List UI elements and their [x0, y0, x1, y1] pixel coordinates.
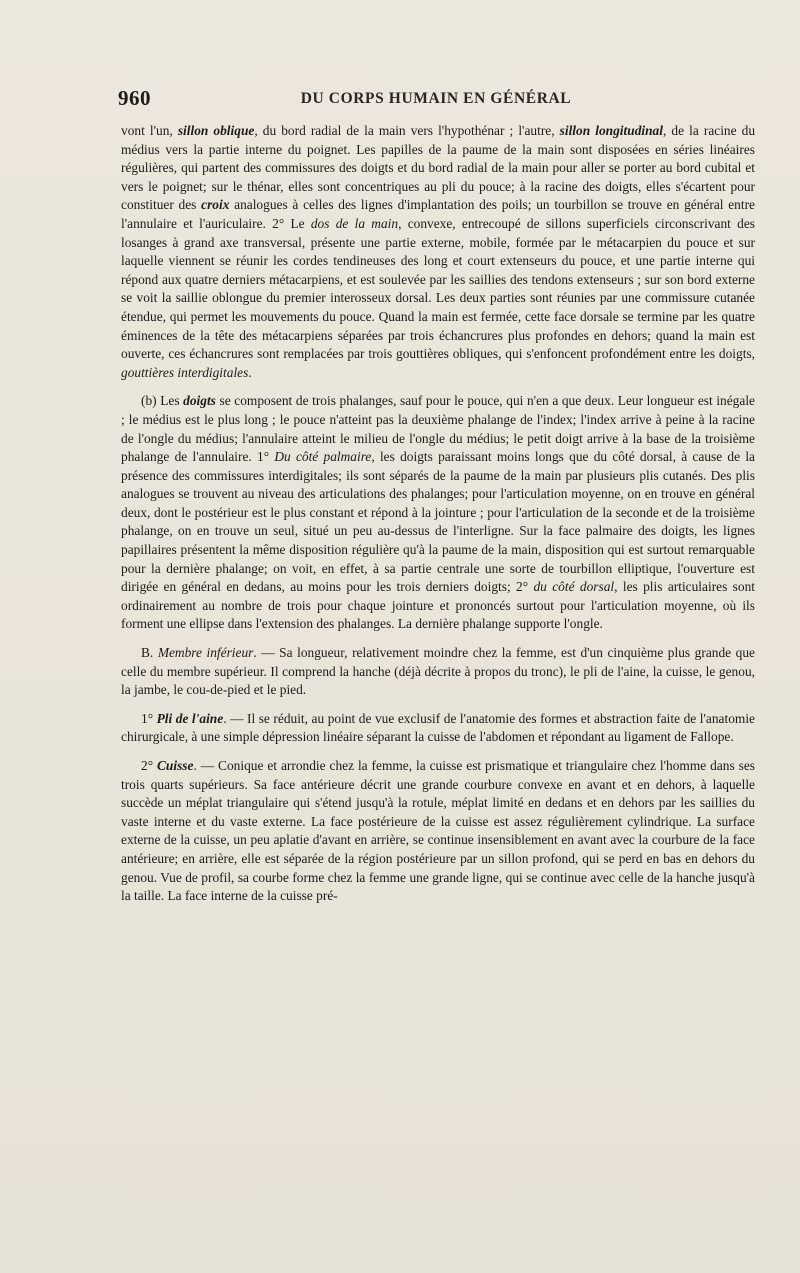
- text-run: , les doigts paraissant moins longs que du côté dorsal, à cause de la présence des commissures interdigitales; ils sont séparés de la paume de la main par plusieurs plis cutanés. Des plis analogues se trouvent au niveau des articulations des phalanges; pour l'articulation moyenne, on en trouve en général deux, dont le postérieur est le plus constant et répond à la jointure ; pour l'articulation de la seconde et de la troisième phalange, on en trouve un seul, situé un peu au-dessus de l'interligne. Sur la face palmaire des doigts, les lignes papillaires présentent la même disposition régulière qu'à la paume de la main, disposition qui est surtout remarquable pour la dernière phalange; on voit, en effet, à sa partie centrale une sorte de tourbillon elliptique, l'ouverture est dirigée en général en dedans, au moins pour les trois derniers doigts; 2°: [121, 449, 755, 595]
- text-run: , convexe, entrecoupé de sillons superficiels circonscrivant des losanges à grand axe transversal, présente une partie externe, mobile, formée par le métacarpien du pouce et sur laquelle viennent se réunir les cordes tendineuses des long et court extenseurs du pouce, et une partie interne qui répond aux quatre derniers métacarpiens, et est soulevée par les saillies des tendons extenseurs ; sur son bord externe se voit la saillie oblongue du premier interosseux dorsal. Les deux parties sont réunies par une commissure cutanée étendue, qui permet les mouvements du pouce. Quand la main est fermée, cette face dorsale se termine par les quatre éminences de la tête des métacarpiens séparées par trois échancrures plus profondes en dehors; quand la main est ouverte, ces échancrures sont remplacées par trois gouttières obliques, qui s'enfoncent profondément entre les doigts,: [121, 215, 755, 362]
- term-sillon-oblique: sillon oblique: [177, 123, 255, 138]
- text-run: se composent de trois phalanges, sauf pour le pouce, qui n'en a que deux. Leur longueur est inégale ; le médius est le plus long ; le pouce n'atteint pas la deuxième phalange de l'index; l'index arrive à peine à la racine de l'ongle du médius; l'annulaire atteint le milieu de l'ongle du médius; le petit doigt arrive à la base de la troisième phalange de l'annulaire. 1°: [121, 393, 755, 465]
- term-pli-de-laine: Pli de l'aine: [156, 710, 224, 726]
- term-croix: croix: [201, 197, 230, 213]
- text-run: B.: [141, 645, 158, 661]
- body-text: [121, 122, 755, 906]
- term-cote-dorsal: du côté dorsal: [533, 579, 615, 595]
- paragraph-hand-surfaces: [121, 122, 755, 382]
- text-run: (b) Les: [141, 393, 184, 409]
- text-run: , du bord radial de la main vers l'hypothénar ; l'autre,: [254, 123, 560, 138]
- page-number: 960: [118, 86, 151, 110]
- paragraph-membre-inferieur: [121, 644, 755, 700]
- paragraph-doigts: [121, 392, 755, 634]
- text-run: analogues à celles des lignes d'implantation des poils; un tourbillon se trouve en général entre l'annulaire et l'auriculaire. 2° Le: [121, 197, 755, 231]
- term-dos-de-la-main: dos de la main: [310, 215, 399, 231]
- term-cuisse: Cuisse: [156, 758, 194, 773]
- term-doigts: doigts: [183, 393, 216, 409]
- term-membre-inferieur: Membre inférieur: [157, 645, 254, 661]
- text-run: . — Conique et arrondie chez la femme, la cuisse est prismatique et triangulaire chez l'homme dans ses trois quarts supérieurs. Sa face antérieure décrit une grande courbure convexe en avant et en dehors, à laquelle succède un méplat triangulaire qui s'étend jusqu'à la rotule, méplat limité en dedans et en dehors par les saillies du vaste interne et du vaste externe. La face postérieure de la cuisse est assez régulièrement cylindrique. La surface externe de la cuisse, un peu aplatie d'avant en arrière, se continue insensiblement en avant avec la courbure de la face antérieure; en arrière, elle est séparée de la région postérieure par un sillon profond, qui se perd en bas en dehors du genou. Vue de profil, sa courbe forme chez la femme une grande ligne, qui se continue avec celle de la hanche jusqu'à la taille. La face interne de la cuisse pré-: [121, 758, 755, 904]
- term-gouttieres-interdigitales: gouttières interdigitales: [121, 364, 249, 380]
- paragraph-cuisse: [121, 757, 755, 906]
- text-run: , les plis articulaires sont ordinairement au nombre de trois pour chaque jointure et prononcés surtout pour l'articulation moyenne, où ils forment une ellipse dans l'extension des phalanges. La dernière phalange supporte l'ongle.: [121, 579, 755, 632]
- text-run: vont l'un,: [121, 123, 178, 138]
- paragraph-pli-de-laine: [121, 710, 755, 747]
- text-run: . — Sa longueur, relativement moindre chez la femme, est d'un cinquième plus grande que celle du membre supérieur. Il comprend la hanche (déjà décrite à propos du tronc), le pli de l'aine, la cuisse, le genou, la jambe, le cou-de-pied et le pied.: [121, 645, 755, 698]
- term-sillon-longitudinal: sillon longitudinal: [559, 123, 663, 138]
- text-run: . — Il se réduit, au point de vue exclusif de l'anatomie des formes et abstraction faite de l'anatomie chirurgicale, à une simple dépression linéaire séparant la cuisse de l'abdomen et répondant au ligament de Fallope.: [121, 710, 755, 745]
- text-run: 2°: [141, 758, 157, 773]
- text-run: , de la racine du médius vers la partie interne du poignet. Les papilles de la paume de la main sont disposées en séries linéaires régulières, qui partent des commissures des doigts et du bord radial de la main pour aller se porter au bord cubital et vers le poignet; sur le thénar, elles sont concentriques au pli du pouce; à la racine des doigts, elles s'écartent pour constituer des: [121, 123, 756, 213]
- running-head: DU CORPS HUMAIN EN GÉNÉRAL: [300, 90, 572, 107]
- page-header: [118, 86, 754, 116]
- text-run: 1°: [141, 710, 157, 726]
- term-cote-palmaire: Du côté palmaire: [274, 449, 372, 465]
- text-run: .: [248, 364, 252, 380]
